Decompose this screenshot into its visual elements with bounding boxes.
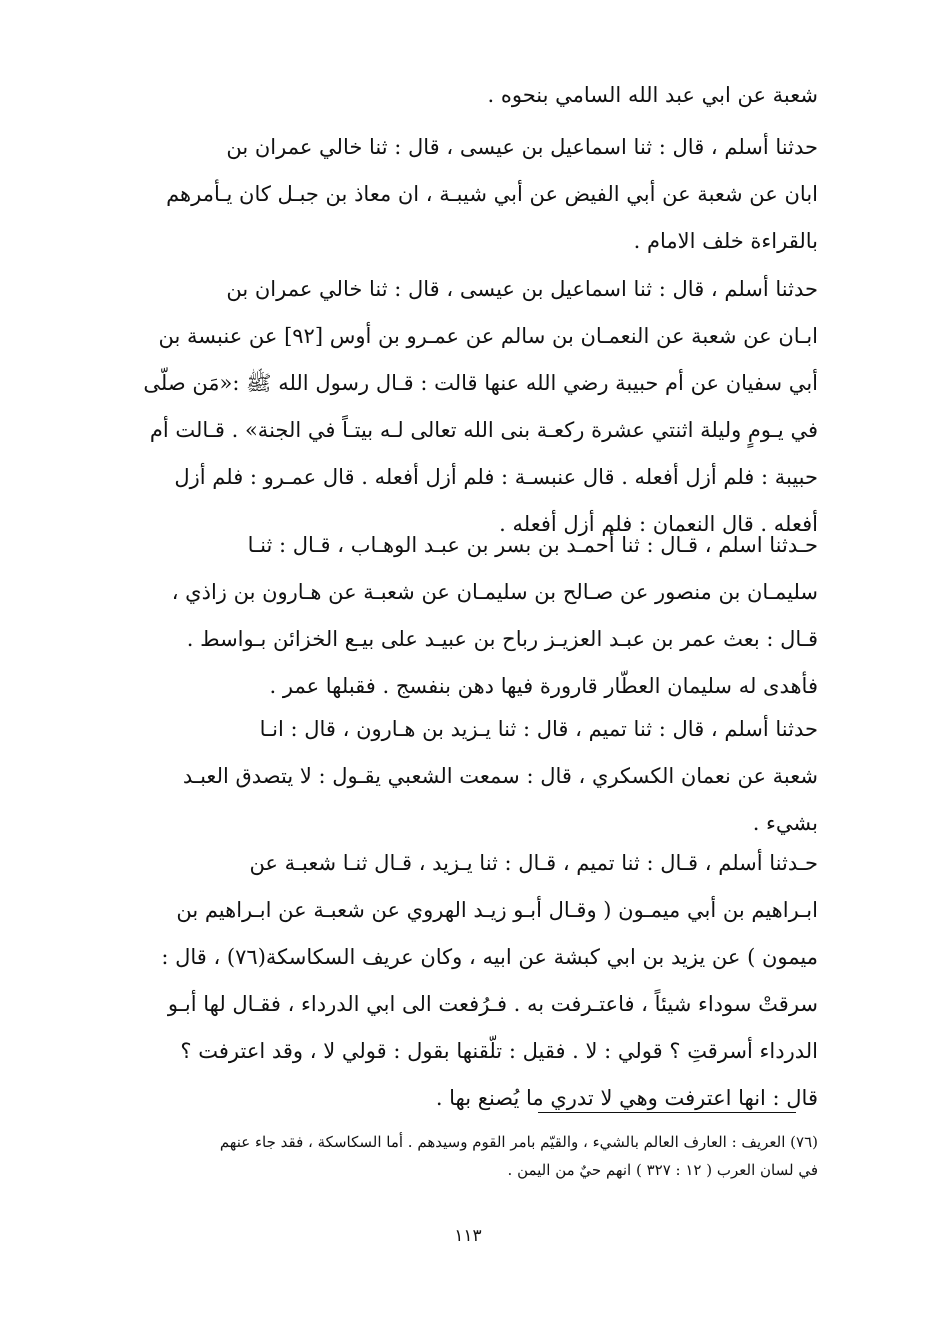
text-line: ابـان عن شعبة عن النعمـان بن سالم عن عمـرو بن أوس [٩٢] عن عنبسة بن <box>158 324 818 348</box>
text-line: فأهدى له سليمان العطّار قارورة فيها دهن بنفسج . فقبلها عمر . <box>269 674 818 698</box>
text-line: قال : انها اعترفت وهي لا تدري ما يُصنع بها . <box>435 1086 818 1110</box>
text-line: حدثنا أسلم ، قال : ثنا تميم ، قال : ثنا يـزيد بن هـارون ، قال : انـا <box>259 717 818 741</box>
footnote <box>100 1128 818 1184</box>
text-line: حدثنا أسلم ، قال : ثنا اسماعيل بن عيسى ، قال : ثنا خالي عمران بن <box>226 135 818 159</box>
text-line: حبيبة : فلم أزل أفعله . قال عنبسـة : فلم أزل أفعله . قال عمـرو : فلم أزل <box>174 465 818 489</box>
text-line: شعبة عن نعمان الكسكري ، قال : سمعت الشعبي يقـول : لا يتصدق العبـد <box>182 764 818 788</box>
text-line: قـال : بعث عمر بن عبـد العزيـز رباح بن عبيـد على بيـع الخزائن بـواسط . <box>186 627 818 651</box>
text-line: بشيء . <box>752 811 818 835</box>
footnote-line: في لسان العرب ( ١٢ : ٣٢٧ ) انهم حيٌ من اليمن . <box>507 1161 818 1179</box>
text-line: ابـراهيم بن أبي ميمـون ( وقـال أبـو زيـد الهروي عن شعبـة عن ابـراهيم بن <box>176 898 818 922</box>
text-line: أفعله . قال النعمان : فلم أزل أفعله . <box>499 512 818 536</box>
text-line: حـدثنا اسلم ، قـال : ثنا أحمـد بن بسر بن عبـد الوهـاب ، قـال : ثنـا <box>247 533 818 557</box>
paragraph <box>100 124 818 265</box>
page-number: ١١٣ <box>454 1226 482 1246</box>
text-line: شعبة عن ابي عبد الله السامي بنحوه . <box>487 83 818 107</box>
text-line: ابان عن شعبة عن أبي الفيض عن أبي شيبـة ، ان معاذ بن جبـل كان يـأمرهم <box>166 182 818 206</box>
footnote-separator <box>538 1112 796 1113</box>
text-line: أبي سفيان عن أم حبيبة رضي الله عنها قالت : قـال رسول الله ﷺ :«مَن صلّى <box>143 371 818 395</box>
text-line: سليمـان بن منصور عن صـالح بن سليمـان عن شعبـة عن هـارون بن زاذي ، <box>171 580 818 604</box>
paragraph <box>100 72 818 119</box>
text-line: بالقراءة خلف الامام . <box>633 229 818 253</box>
paragraph <box>100 522 818 710</box>
paragraph <box>100 266 818 548</box>
text-line: حدثنا أسلم ، قال : ثنا اسماعيل بن عيسى ، قال : ثنا خالي عمران بن <box>226 277 818 301</box>
text-line: الدرداء أسرقتِ ؟ قولي : لا . فقيل : تلّقنها بقول : قولي لا ، وقد اعترفت ؟ <box>180 1039 818 1063</box>
text-line: حـدثنا أسلم ، قـال : ثنا تميم ، قـال : ثنا يـزيد ، قـال ثنـا شعبـة عن <box>249 851 818 875</box>
text-line: في يـومٍ وليلة اثنتي عشرة ركعـة بنى الله تعالى لـه بيتـاً في الجنة» . قـالت أم <box>149 418 818 442</box>
paragraph <box>100 706 818 847</box>
paragraph <box>100 840 818 1122</box>
text-line: سرقتْ سوداء شيئاً ، فاعتـرفت به . فـرُفعت الى ابي الدرداء ، فقـال لها أبـو <box>167 992 818 1016</box>
footnote-line: (٧٦) العريف : العارف العالم بالشيء ، والقيّم بامر القوم وسيدهم . أما السكاسكة ، فقد جاء عنهم <box>219 1133 818 1151</box>
text-line: ميمون ) عن يزيد بن ابي كبشة عن ابيه ، وكان عريف السكاسكة(٧٦) ، قال : <box>161 945 818 969</box>
